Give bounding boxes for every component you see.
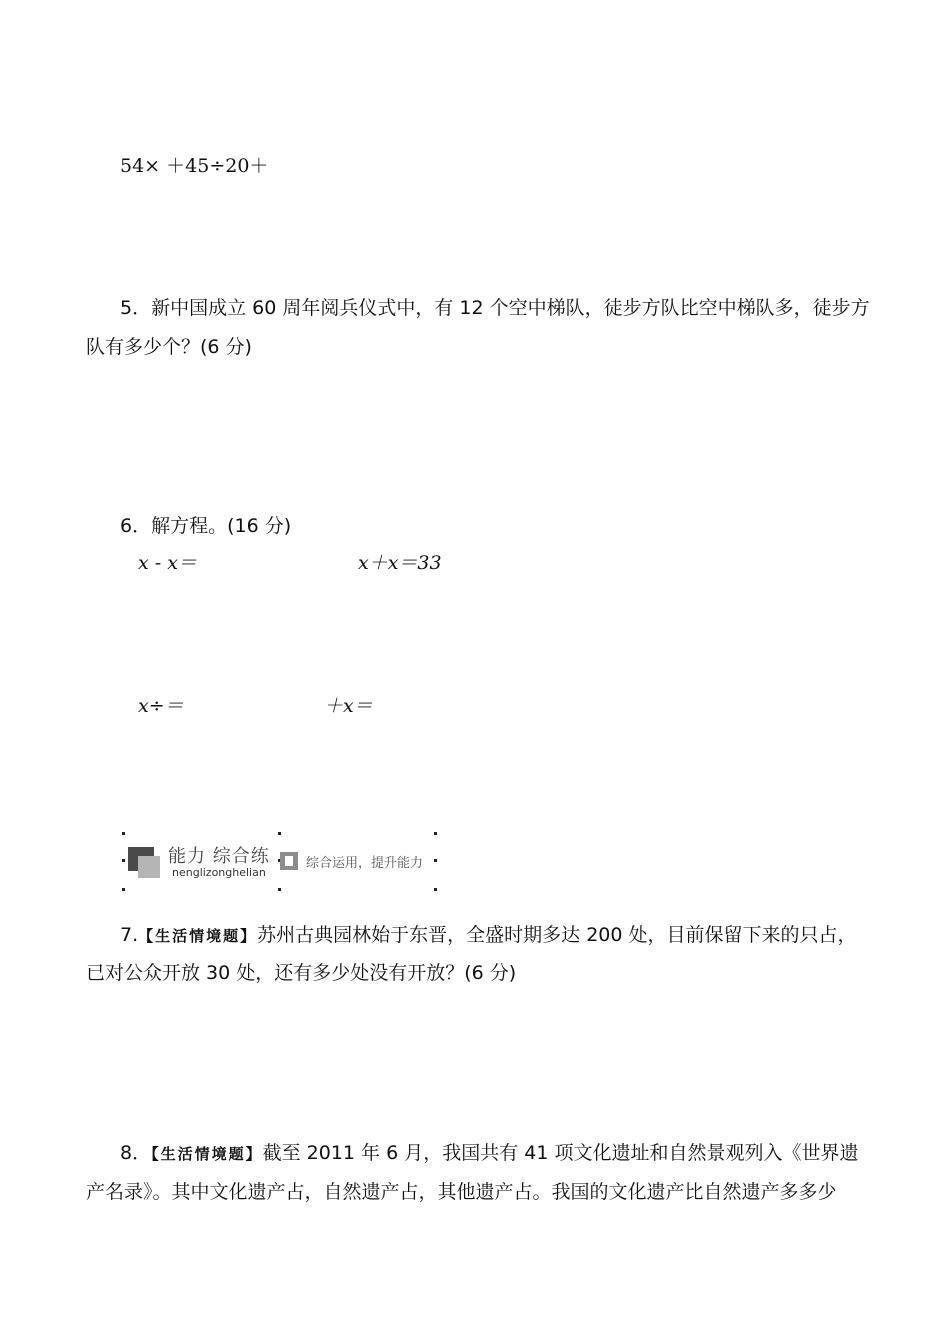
- q7-line1: [120, 923, 857, 948]
- q8-line2: 产名录》。其中文化遗产占，自然遗产占，其他遗产占。我国的文化遗产比自然遗产多多少: [86, 1181, 837, 1203]
- q6-equation-1: x - x＝: [138, 552, 197, 574]
- q7-tag: 【生活情境题】: [138, 927, 258, 945]
- banner-square-icon: [280, 852, 298, 870]
- banner-pinyin: nenglizonghelian: [172, 866, 266, 879]
- q7-prefix: 7.: [120, 924, 139, 946]
- q5-line1: 5．新中国成立 60 周年阅兵仪式中，有 12 个空中梯队，徒步方队比空中梯队多，徒步方: [120, 297, 870, 319]
- q6-equation-2: x＋x＝33: [358, 552, 442, 574]
- q6-title: 6．解方程。(16 分): [120, 515, 292, 537]
- q7-line1-text: 苏州古典园林始于东晋，全盛时期多达 200 处，目前保留下来的只占，: [257, 924, 857, 946]
- q8-line1-text: 截至 2011 年 6 月，我国共有 41 项文化遗址和自然景观列入《世界遗: [262, 1142, 859, 1164]
- section-banner: [122, 832, 440, 892]
- q6-equation-3: x÷＝: [138, 695, 184, 717]
- q8-tag: 【生活情境题】: [151, 1145, 263, 1163]
- q8-prefix: 8．: [120, 1142, 152, 1164]
- q5-line2: 队有多少个？(6 分): [86, 336, 252, 358]
- q7-line2: 已对公众开放 30 处，还有多少处没有开放？(6 分): [86, 962, 517, 984]
- q8-line1: [120, 1141, 858, 1166]
- banner-title: 能力 综合练: [168, 846, 270, 867]
- q6-equation-4: ＋x＝: [324, 695, 373, 717]
- banner-subtitle: 综合运用，提升能力: [306, 856, 424, 871]
- banner-logo-overlay-icon: [138, 856, 160, 878]
- q4-expression: 54× ＋45÷20＋: [120, 155, 269, 177]
